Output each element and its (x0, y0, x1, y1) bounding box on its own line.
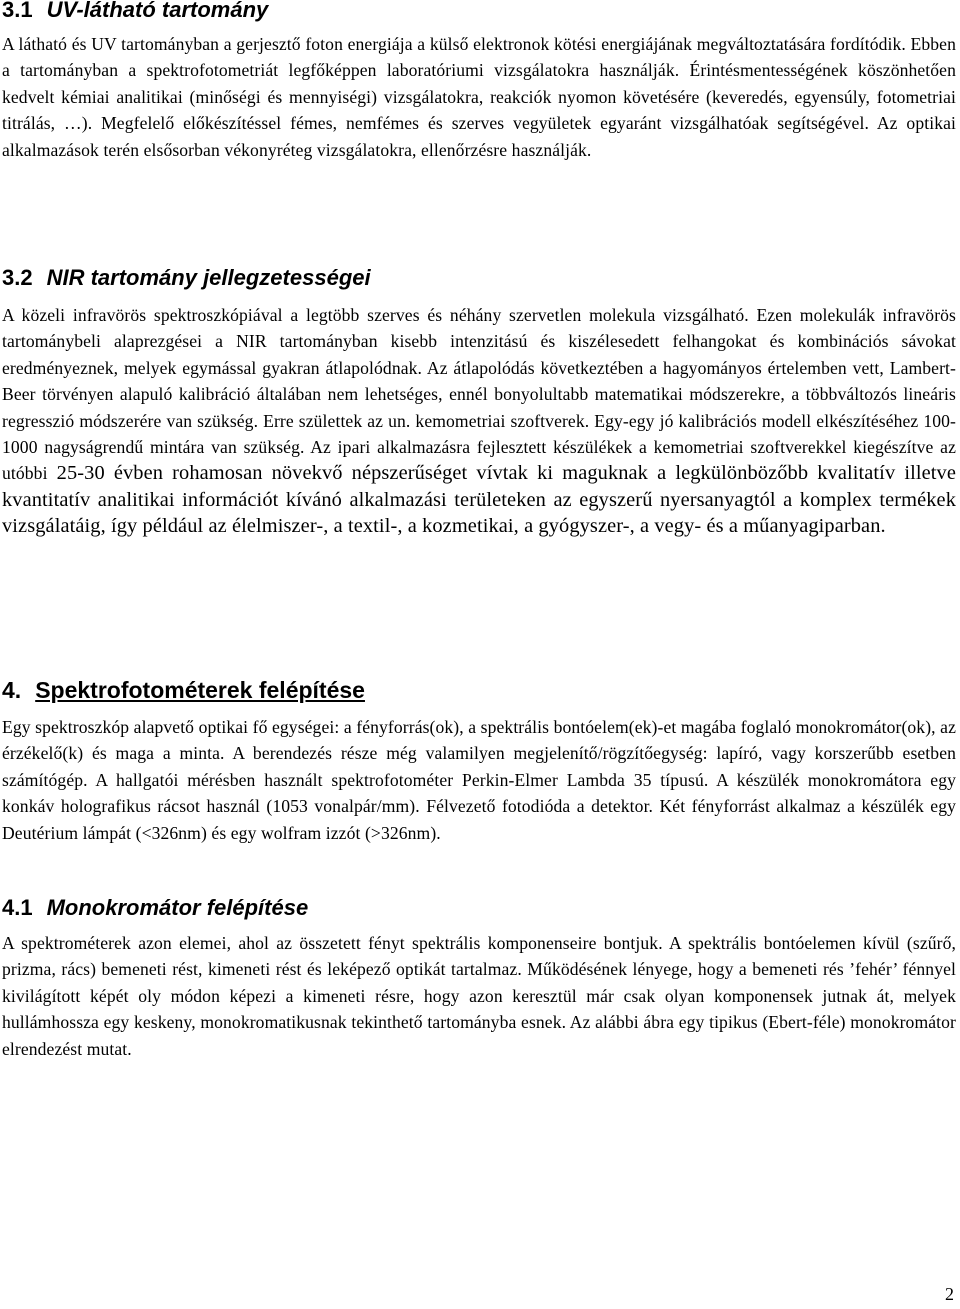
page-number: 2 (945, 1284, 954, 1304)
section-title: NIR tartomány jellegzetességei (46, 265, 371, 290)
paragraph-part-large: 25-30 évben rohamosan növekvő népszerűséget vívtak ki maguknak a legkülönbözőbb kvalitatív illetve kvantitatív analitikai információt kívánó alkalmazási területeken az egyszerű nyersanyagtól a komplex termékek vizsgálatáig, így például az élelmiszer-, a textil-, a kozmetikai, a gyógyszer-, a vegy- és a műanyagiparban. (2, 462, 956, 538)
section-number: 3.2 (2, 265, 33, 290)
section-paragraph-3-2 (2, 302, 956, 540)
section-heading-3-1 (2, 0, 268, 23)
section-paragraph-4: Egy spektroszkóp alapvető optikai fő egységei: a fényforrás(ok), a spektrális bontóelem(ek)-et magába foglaló monokromátor(ok), az érzékelő(k) és maga a minta. A berendezés része még valamilyen megjelenítő/rögzítőegység: lapíró, vagy korszerűbb esetben számítógép. A hallgatói mérésben használt spektrofotométer Perkin-Elmer Lambda 35 típusú. A készülék monokromátora egy konkáv holografikus rácsot használ (1053 vonalpár/mm). Félvezető fotodióda a detektor. Két fényforrást alkalmaz a készülék egy Deutérium lámpát (<326nm) és egy wolfram izzót (>326nm). (2, 717, 956, 843)
section-heading-4 (2, 677, 365, 704)
section-title: Spektrofotométerek felépítése (35, 677, 365, 703)
paragraph-part-normal: A közeli infravörös spektroszkópiával a legtöbb szerves és néhány szervetlen molekula vizsgálható. Ezen molekulák infravörös tartománybeli alaprezgései a NIR tartományban kisebb intenzitású és kiszélesedett felhangokat és kombinációs sávokat eredményeznek, melyek egymással gyakran átlapolódnak. Az átlapolódás következtében a hagyományos értelemben vett, Lambert-Beer törvényen alapuló kalibráció általában nem lehetséges, ennél bonyolultabb matematikai módszerekre, a többváltozós lineáris regresszió módszerére van szükség. Erre születtek az un. kemometriai szoftverek. Egy-egy jó kalibrációs modell elkészítéséhez 100-1000 nagyságrendű mintára van szükség. Az ipari alkalmazásra fejlesztett készülékek a kemometriai szoftverekkel kiegészítve az utóbbi (2, 305, 956, 484)
section-paragraph-3-1: A látható és UV tartományban a gerjesztő foton energiája a külső elektronok kötési energiájának megváltoztatására fordítódik. Ebben a tartományban a spektrofotometriát legfőképpen laboratóriumi vizsgálatokra használják. Érintésmentességének köszönhetően kedvelt kémiai analitikai (minőségi és mennyiségi) vizsgálatokra, reakciók nyomon követésére (keveredés, egyensúly, fotometriai titrálás, …). Megfelelő előkészítéssel fémes, nemfémes és szerves vegyületek egyaránt vizsgálhatóak segítségével. Az optikai alkalmazások terén elsősorban vékonyréteg vizsgálatokra, ellenőrzésre használják. (2, 34, 956, 160)
section-number: 4.1 (2, 895, 33, 920)
section-number: 3.1 (2, 0, 33, 22)
section-title: UV-látható tartomány (46, 0, 269, 22)
section-title: Monokromátor felépítése (46, 895, 309, 920)
section-heading-4-1 (2, 895, 308, 921)
section-heading-3-2 (2, 265, 371, 291)
section-paragraph-4-1: A spektrométerek azon elemei, ahol az összetett fényt spektrális komponenseire bontjuk. A spektrális bontóelemen kívül (szűrő, prizma, rács) bemeneti rést, kimeneti rést és leképező optikát tartalmaz. Működésének lényege, hogy a bemeneti rés ’fehér’ fénnyel kivilágított képét oly módon képezi a kimeneti résre, hogy azon keresztül már csak olyan komponensek jutnak át, melyek hullámhossza egy keskeny, monokromatikusnak tekinthető tartományba esnek. Az alábbi ábra egy tipikus (Ebert-féle) monokromátor elrendezést mutat. (2, 933, 956, 1059)
section-number: 4. (2, 677, 22, 703)
